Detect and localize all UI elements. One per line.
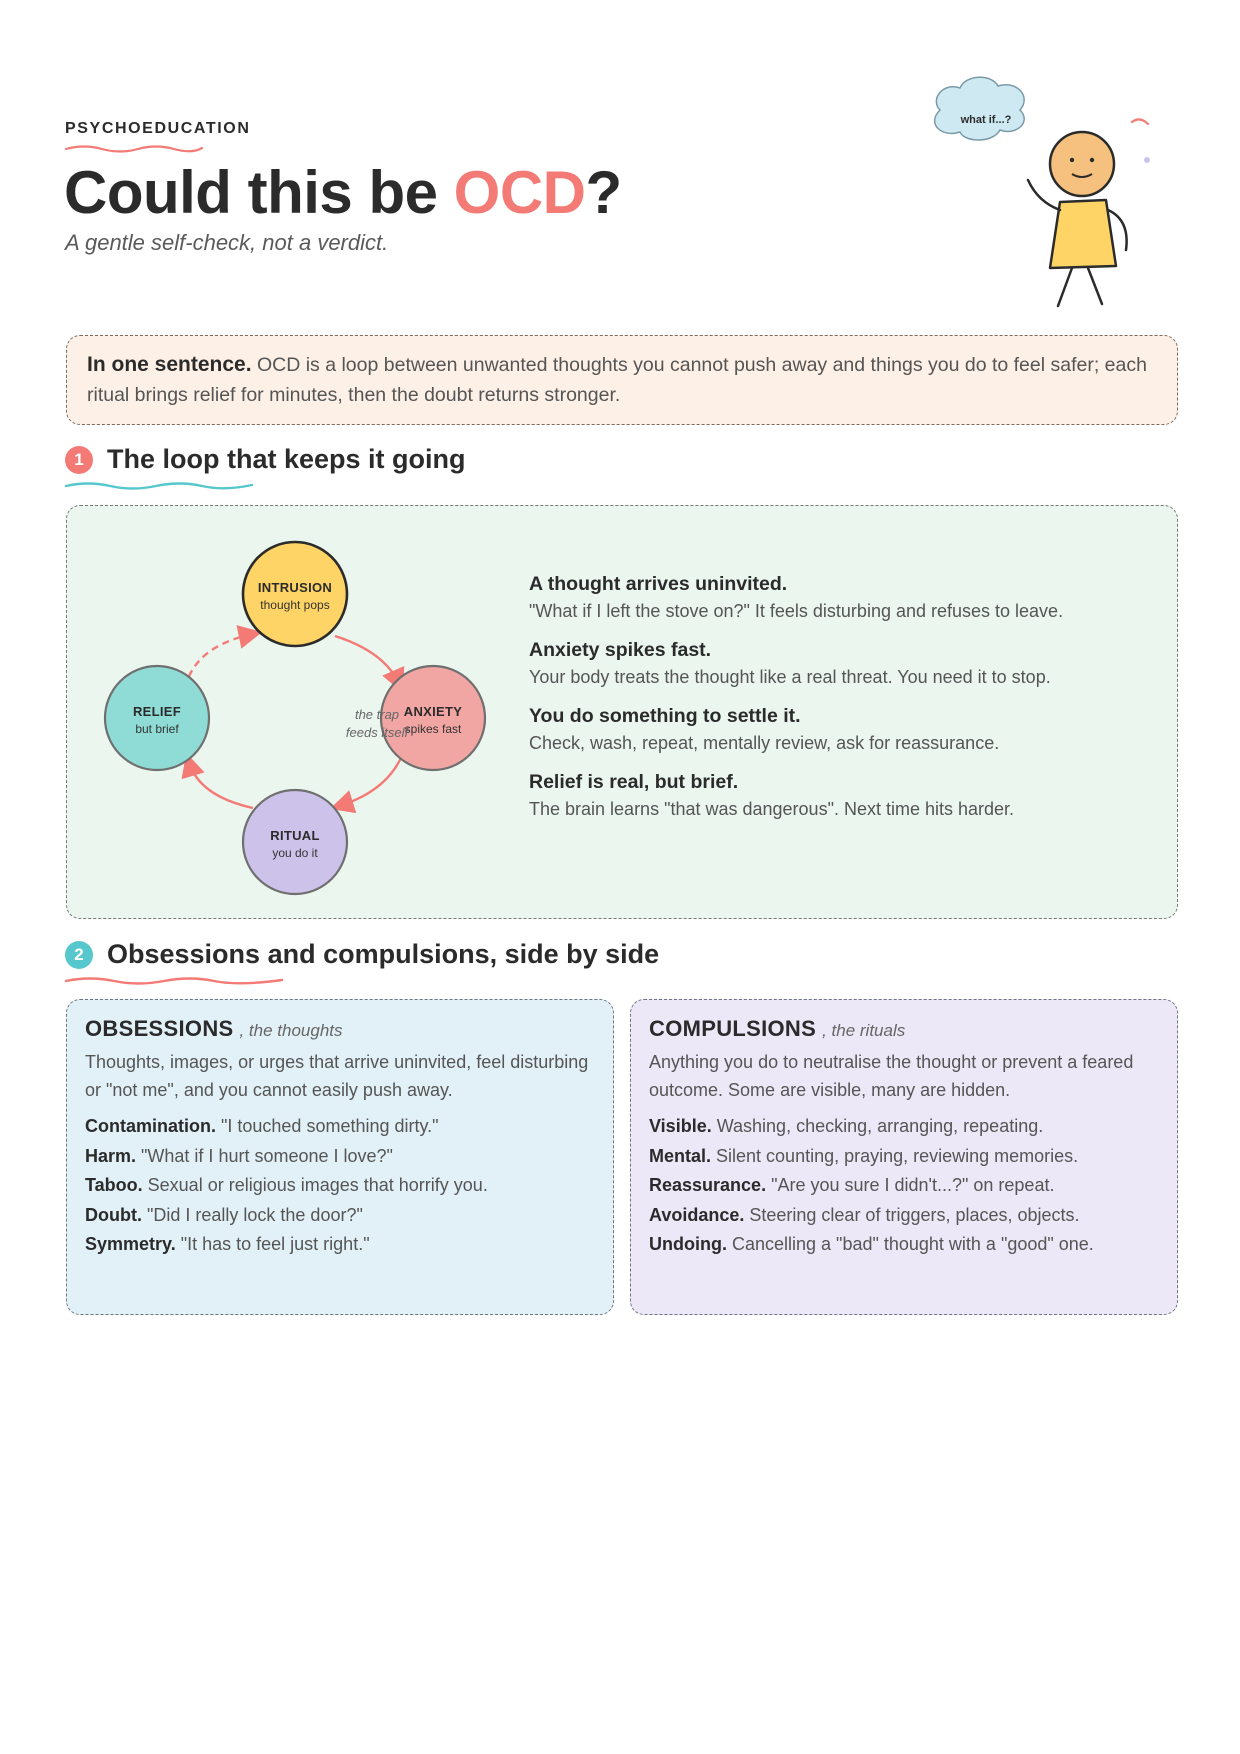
card-subtitle: , the rituals [822, 1021, 906, 1040]
step-text: Your body treats the thought like a real threat. You need it to stop. [529, 667, 1051, 687]
node-relief-label: RELIEF but brief [132, 704, 182, 736]
section-title: Obsessions and compulsions, side by side [107, 939, 660, 969]
list-item: Symmetry. "It has to feel just right." [85, 1234, 370, 1254]
one-sentence-callout [66, 335, 1178, 425]
step-title: You do something to settle it. [529, 705, 801, 727]
loop-steps [529, 571, 1149, 835]
list-item: Harm. "What if I hurt someone I love?" [85, 1145, 393, 1166]
title-accent: OCD [453, 159, 586, 226]
step-item [529, 637, 1149, 691]
section-number-badge: 1 [65, 446, 93, 474]
callout-text: OCD is a loop between unwanted thoughts you cannot push away and things you do to feel safer; each ritual brings relief for minutes, then the doubt returns stronger. [87, 354, 1147, 406]
list-item: Avoidance. Steering clear of triggers, places, objects. [649, 1204, 1080, 1225]
section-title: The loop that keeps it going [107, 444, 466, 474]
step-item [529, 769, 1149, 823]
card-description: Anything you do to neutralise the thought or prevent a feared outcome. Some are visible, many are hidden. [649, 1052, 1134, 1100]
card-description: Thoughts, images, or urges that arrive uninvited, feel disturbing or "not me", and you cannot easily push away. [85, 1052, 589, 1100]
page-title: Could this be OCD? [64, 159, 622, 226]
card-title: COMPULSIONS [649, 1016, 817, 1041]
list-item: Reassurance. "Are you sure I didn't...?" on repeat. [649, 1175, 1055, 1195]
step-title: Anxiety spikes fast. [529, 639, 712, 661]
section-number-badge: 2 [65, 941, 93, 969]
node-intrusion-label: INTRUSION thought pops [257, 580, 333, 612]
step-title: Relief is real, but brief. [529, 771, 739, 793]
thought-bubble-text: what if...? [960, 114, 1012, 126]
compulsions-card [630, 999, 1178, 1315]
step-text: "What if I left the stove on?" It feels disturbing and refuses to leave. [529, 601, 1064, 621]
page-subtitle: A gentle self-check, not a verdict. [65, 230, 389, 255]
step-item [529, 703, 1149, 757]
list-item: Doubt. "Did I really lock the door?" [85, 1204, 363, 1225]
loop-panel [66, 505, 1178, 919]
section-2-heading [65, 939, 659, 970]
card-title: OBSESSIONS [85, 1016, 234, 1041]
arrow-relief-to-intrusion [185, 634, 253, 688]
eyebrow-squiggle [64, 143, 204, 153]
list-item: Contamination. "I touched something dirty." [85, 1116, 439, 1136]
list-item: Undoing. Cancelling a "bad" thought with a "good" one. [649, 1234, 1094, 1254]
arrow-ritual-to-relief [189, 762, 253, 808]
loop-center-note: the trap feeds itself [345, 707, 409, 740]
card-subtitle: , the thoughts [239, 1021, 343, 1040]
arrow-intrusion-to-anxiety [335, 636, 399, 684]
list-item: Visible. Washing, checking, arranging, repeating. [649, 1116, 1044, 1136]
node-ritual-label: RITUAL you do it [270, 828, 320, 860]
list-item: Taboo. Sexual or religious images that horrify you. [85, 1175, 488, 1195]
section-1-squiggle [64, 480, 254, 492]
worried-figure-illustration [920, 70, 1170, 320]
step-text: The brain learns "that was dangerous". Next time hits harder. [529, 799, 1015, 819]
node-anxiety-label: ANXIETY spikes fast [403, 704, 463, 736]
list-item: Mental. Silent counting, praying, reviewing memories. [649, 1145, 1079, 1166]
callout-lead: In one sentence. [87, 353, 252, 376]
obsessions-card [66, 999, 614, 1315]
eyebrow-label: PSYCHOEDUCATION [65, 120, 251, 137]
step-title: A thought arrives uninvited. [529, 573, 788, 595]
section-1-heading [65, 444, 466, 475]
arrow-anxiety-to-ritual [339, 748, 405, 806]
step-item [529, 571, 1149, 625]
step-text: Check, wash, repeat, mentally review, ask for reassurance. [529, 733, 1000, 753]
section-2-squiggle [64, 975, 284, 987]
